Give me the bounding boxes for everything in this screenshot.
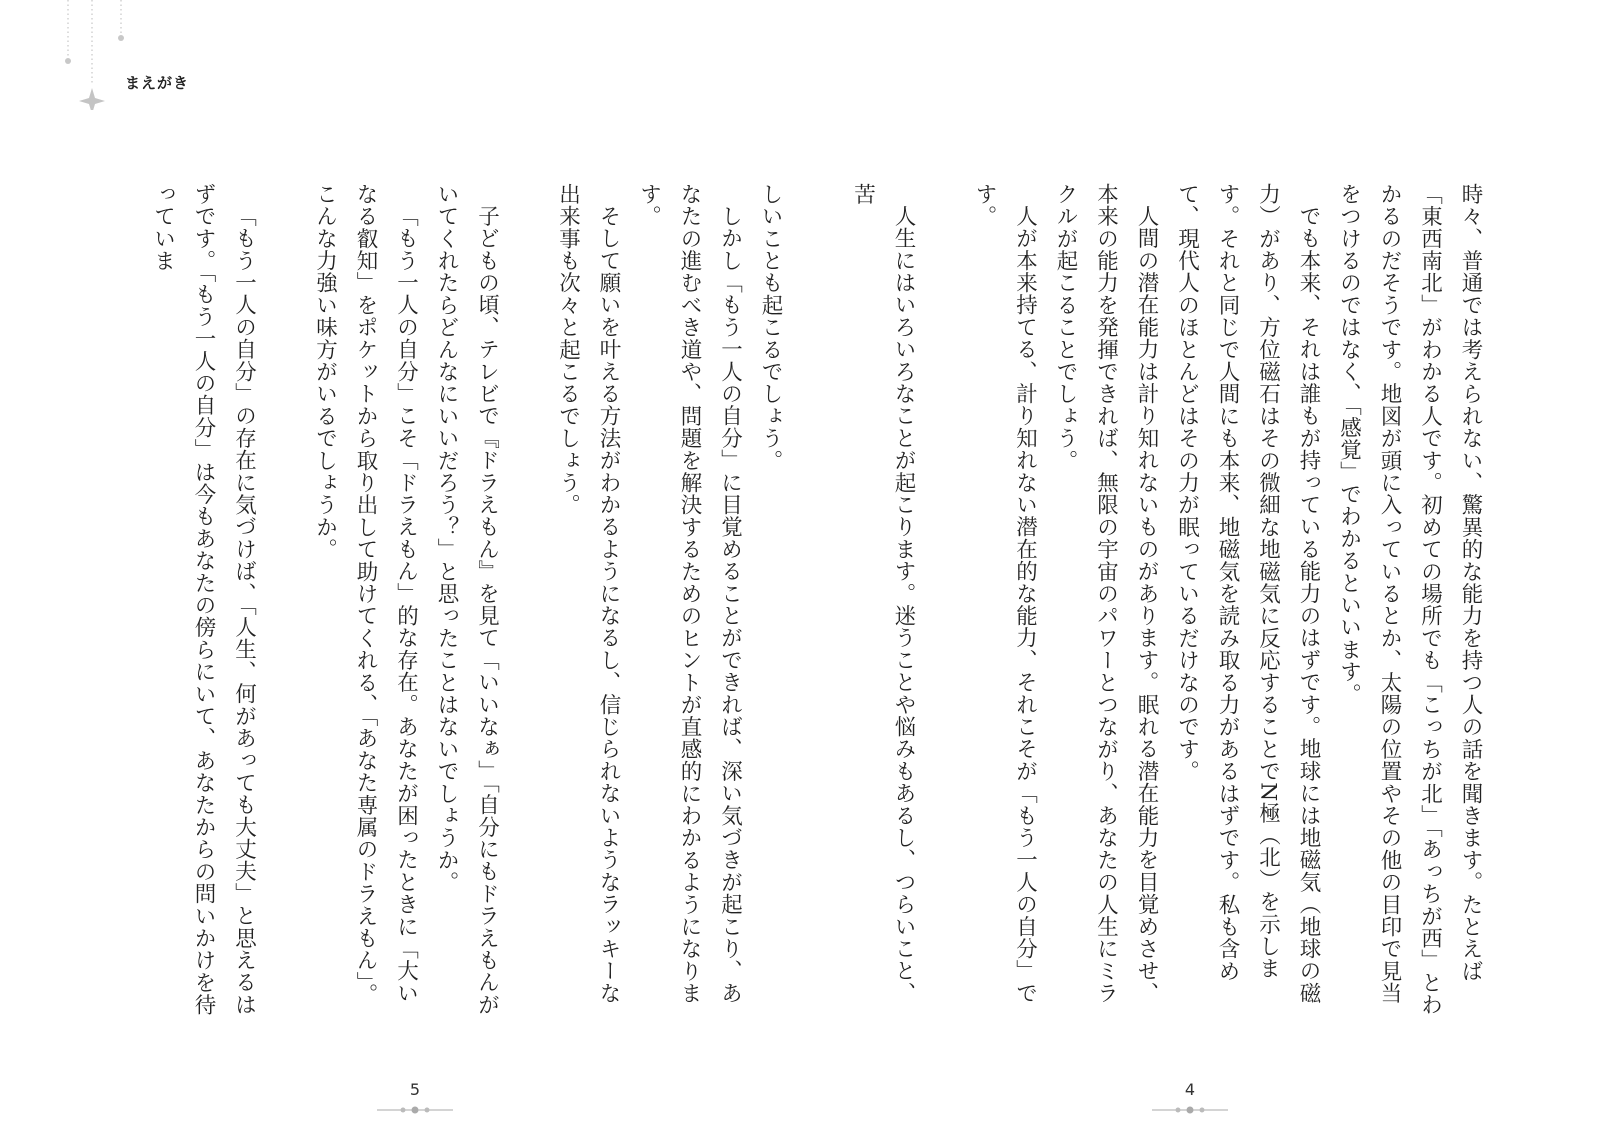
page-number-left: 5 [409,1080,421,1099]
paragraph: 人生にはいろいろなことが起こります。迷うことや悩みもあるし、つらいこと、苦 [850,183,916,1004]
right-page-body [850,183,1490,1023]
paragraph: でも本来、それは誰もが持っている能力のはずです。地球には地磁気（地球の磁力）があり、方位磁石はその微細な地磁気に反応することでN極（北）を示します。それと同じで人間にも本来、地磁気を読み取る力があるはずです。私も含めて、現代人のほとんどはその力が眠っているだけなのです。 [1174,183,1321,1004]
paragraph: しかし「もう一人の自分」に目覚めることができれば、深い気づきが起こり、あなたの進むべき道や、問題を解決するためのヒントが直感的にわかるようになります。 [636,183,743,1005]
paragraph: 子どもの頃、テレビで『ドラえもん』を見て「いいなぁ」「自分にもドラえもんがいてくれたらどんなにいいだろう？」と思ったことはないでしょうか。 [434,183,500,1016]
left-page-body [110,183,790,1023]
page-number-ornament-left [375,1104,455,1116]
page-number-ornament-right [1150,1104,1230,1116]
page-number-right: 4 [1184,1080,1196,1099]
section-title: まえがき [125,74,190,92]
paragraph: 人間の潜在能力は計り知れないものがあります。眠れる潜在能力を目覚めさせ、本来の能力を発揮できれば、無限の宇宙のパワーとつながり、あなたの人生にミラクルが起こることでしょう。 [1053,183,1159,1005]
corner-ornament [60,0,140,110]
paragraph: 人が本来持てる、計り知れない潜在的な能力、それこそが「もう一人の自分」です。 [972,183,1038,1004]
paragraph: 時々、普通では考えられない、驚異的な能力を持つ人の話を聞きます。たとえば「東西南北」がわかる人です。初めての場所でも「こっちが北」「あっちが西」とわかるのだそうです。地図が頭に入っているとか、太陽の位置やその他の目印で見当をつけるのではなく、「感覚」でわかるといいます。 [1336,183,1483,1016]
paragraph: しいことも起こるでしょう。 [758,183,783,472]
paragraph: 「もう一人の自分」こそ「ドラえもん」的な存在。あなたが困ったときに「大いなる叡知」をポケットから取り出して助けてくれる、「あなた専属のドラえもん」。こんな力強い味方がいるでしょうか。 [312,183,419,1006]
paragraph: そして願いを叶える方法がわかるようになるし、信じられないようなラッキーな出来事も次々と起こるでしょう。 [555,183,621,1004]
paragraph: 「もう一人の自分」の存在に気づけば、「人生、何があっても大丈夫」と思えるはずです。「もう一人の自分」は今もあなたの傍らにいて、あなたからの問いかけを待っていま [150,183,257,1016]
